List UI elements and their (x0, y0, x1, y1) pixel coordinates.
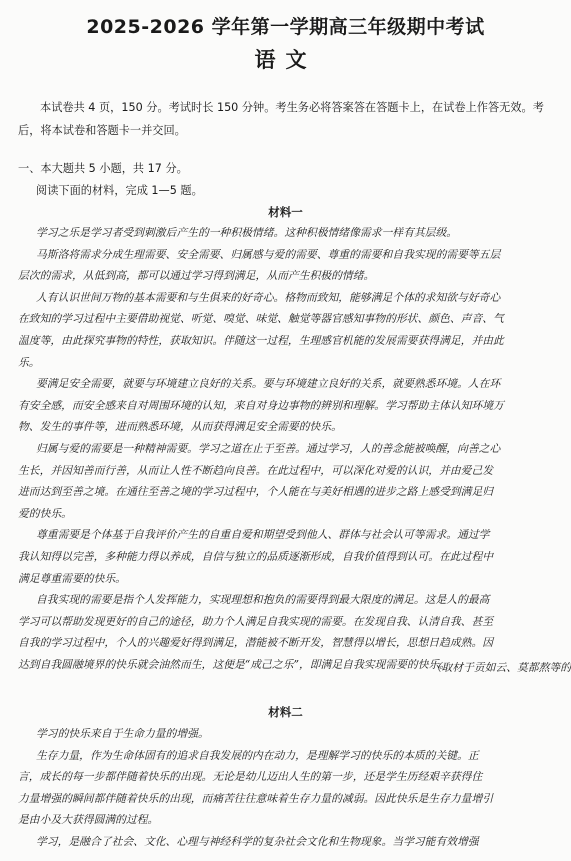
exam-notice (18, 96, 566, 142)
paragraph-line: 自我实现的需要是指个人发挥能力，实现理想和抱负的需要得到最大限度的满足。这是人的最高 (36, 593, 490, 607)
material-two-body (18, 723, 571, 853)
paragraph-line: 爱的快乐。 (18, 506, 72, 520)
section-heading: 一、本大题共 5 小题，共 17 分。 (18, 162, 188, 175)
paragraph-line: 层次的需求，从低到高，都可以通过学习得到满足，从而产生积极的情绪。 (18, 269, 375, 283)
paragraph-line: 我认知得以完善，多种能力得以养成，自信与独立的品质逐渐形成，自我价值得到认可。在此过程中 (18, 549, 494, 563)
paragraph-line: 力量增强的瞬间都伴随着快乐的出现，而痛苦往往意味着生存力量的减弱。因此快乐是生存力量增引 (18, 791, 494, 805)
paragraph-line: 学习，是融合了社会、文化、心理与神经科学的复杂社会文化和生物现象。当学习能有效增强 (36, 834, 479, 848)
material-one-source: （取材于贡如云、莫都熬等的 (430, 661, 571, 674)
paragraph-line: 学习之乐是学习者受到刺激后产生的一种积极情绪。这种积极情绪像需求一样有其层级。 (36, 226, 458, 239)
paragraph-line: 温度等，由此探究事物的特性，获取知识。伴随这一过程，生理感官机能的发展需要获得满足，并由此 (18, 333, 504, 347)
material-one-body (18, 222, 571, 675)
material-two-title: 材料二 (268, 705, 303, 719)
paragraph-line: 满足尊重需要的快乐。 (18, 571, 126, 585)
exam-title: 2025-2026 学年第一学期高三年级期中考试 (86, 16, 485, 38)
paragraph-line: 学习可以帮助发现更好的自己的途径，助力个人满足自我实现的需要。在发现自我、认清自我、甚至 (18, 614, 494, 628)
paragraph-line: 达到自我圆融境界的快乐就会油然而生，这便是“成己之乐”，即满足自我实现需要的快乐。 (18, 657, 451, 671)
subject-title: 语文 (254, 48, 317, 72)
paragraph-line: 进而达到至善之境。在通往至善之境的学习过程中，个人能在与美好相遇的进步之路上感受到满足归 (18, 485, 494, 499)
paragraph-line: 乐。 (18, 355, 40, 369)
notice-line-2: 后，将本试卷和答题卡一并交回。 (18, 124, 186, 137)
paragraph-line: 生存力量，作为生命体固有的追求自我发展的内在动力，是理解学习的快乐的本质的关键。正 (36, 748, 479, 762)
paragraph-line: 在致知的学习过程中主要借助视觉、听觉、嗅觉、味觉、触觉等器官感知事物的形状、颜色、声音、气 (18, 312, 504, 326)
section-instruction: 阅读下面的材料，完成 1—5 题。 (36, 184, 203, 197)
paragraph-line: 言，成长的每一步都伴随着快乐的出现。无论是幼儿迈出人生的第一步，还是学生历经艰辛获得住 (18, 770, 483, 784)
paragraph-line: 物、发生的事件等，进而熟悉环境，从而获得满足安全需要的快乐。 (18, 420, 342, 434)
paragraph-line: 尊重需要是个体基于自我评价产生的自重自爱和期望受到他人、群体与社会认可等需求。通过学 (36, 528, 490, 542)
paragraph-line: 生长，并因知善而行善，从而让人性不断趋向良善。在此过程中，可以深化对爱的认识，并由爱己发 (18, 463, 494, 477)
paragraph-line: 自我的学习过程中，个人的兴趣爱好得到满足，潜能被不断开发，智慧得以增长，思想日趋成熟。因 (18, 636, 494, 650)
paragraph-line: 马斯洛将需求分成生理需要、安全需要、归属感与爱的需要、尊重的需要和自我实现的需要等五层 (36, 247, 501, 261)
material-one-title: 材料一 (268, 205, 303, 219)
paragraph-line: 是由小及大获得圆满的过程。 (18, 813, 159, 827)
notice-line-1: 本试卷共 4 页，150 分。考试时长 150 分钟。考生务必将答案答在答题卡上，在试卷上作答无效。考 (40, 101, 544, 114)
paragraph-line: 要满足安全需要，就要与环境建立良好的关系。要与环境建立良好的关系，就要熟悉环境。人在环 (36, 377, 501, 391)
paragraph-line: 学习的快乐来自于生命力量的增强。 (36, 727, 209, 740)
paragraph-line: 归属与爱的需要是一种精神需要。学习之道在止于至善。通过学习，人的善念能被唤醒，向善之心 (36, 441, 501, 455)
paragraph-line: 有安全感，而安全感来自对周围环境的认知，来自对身边事物的辨别和理解。学习帮助主体认知环境万 (18, 398, 504, 412)
paragraph-line: 人有认识世间万物的基本需要和与生俱来的好奇心。格物而致知，能够满足个体的求知欲与好奇心 (36, 290, 501, 304)
section-one-header (18, 158, 566, 202)
